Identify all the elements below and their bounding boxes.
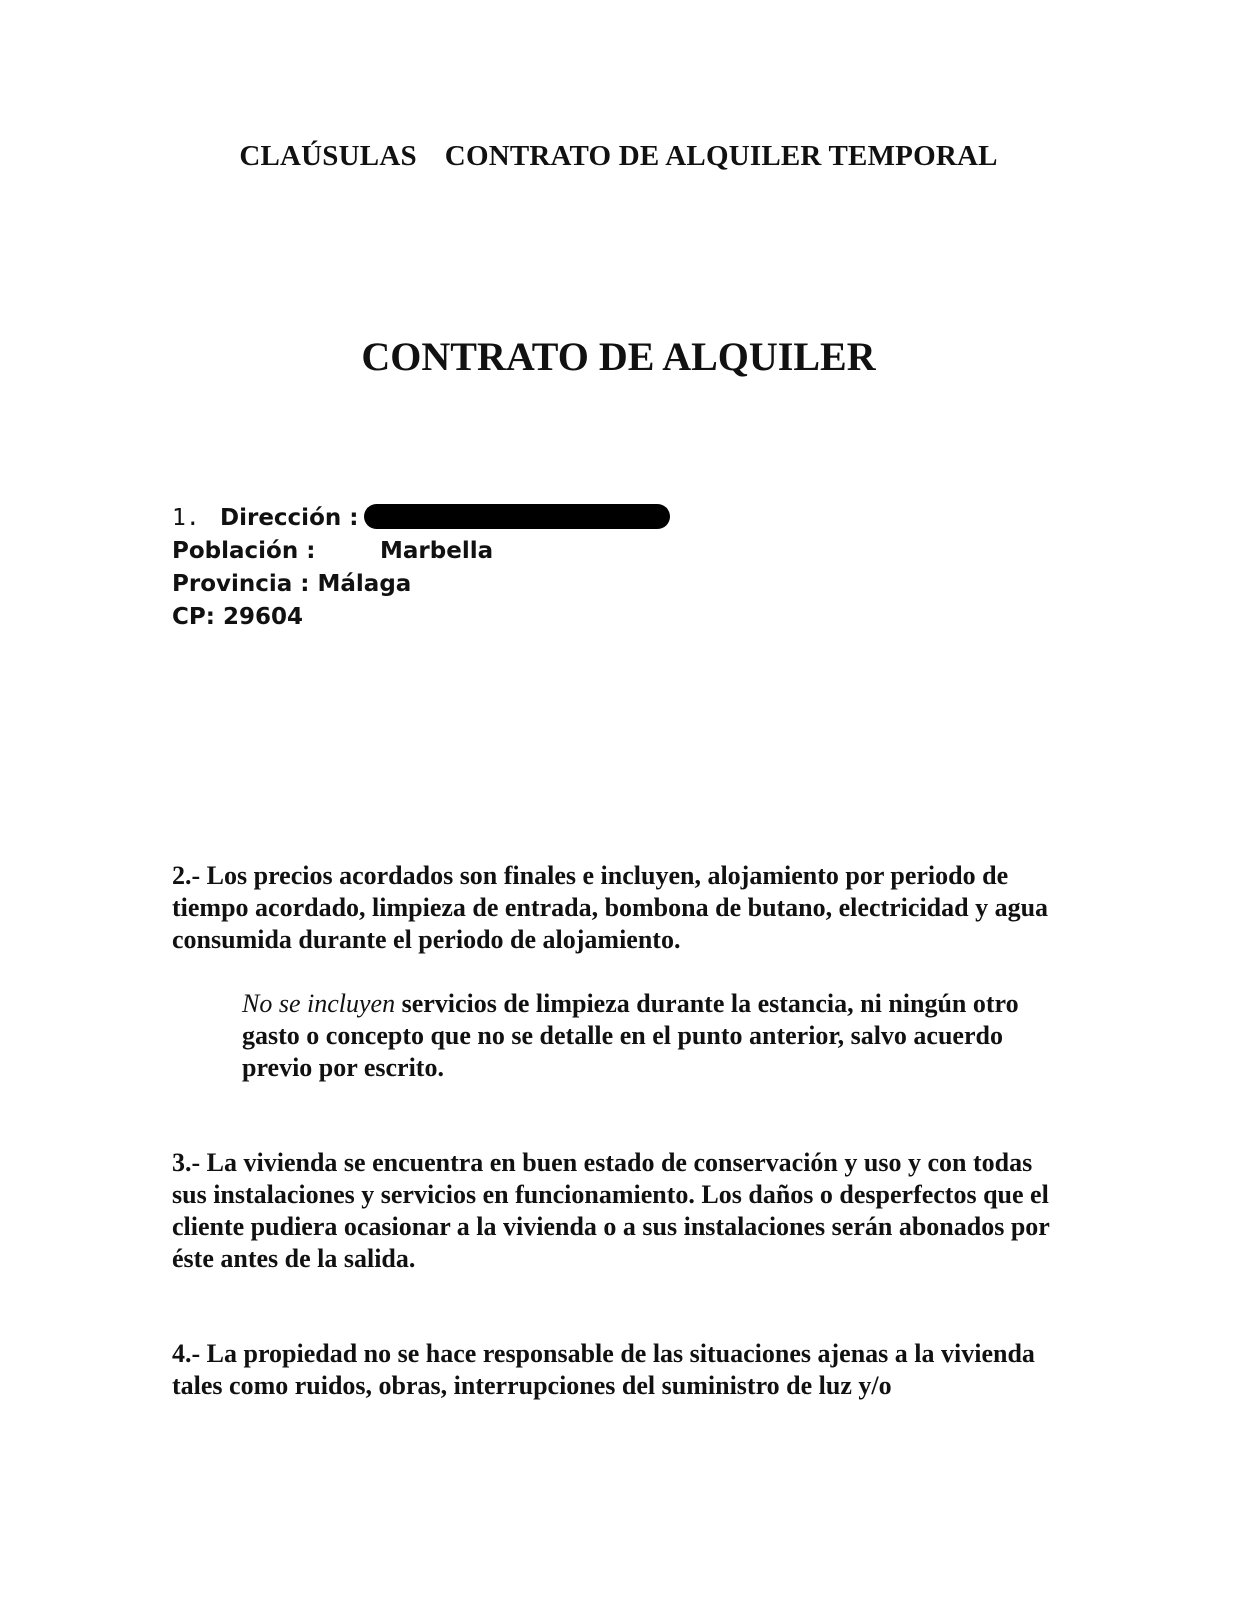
poblacion-label: Población : xyxy=(172,538,316,564)
cp-line: CP: 29604 xyxy=(172,604,303,630)
clause-2-exclusions-text xyxy=(172,988,1072,1084)
provincia-line: Provincia : Málaga xyxy=(172,571,412,597)
header-title-part1: CLAÚSULAS xyxy=(239,140,417,172)
header-title xyxy=(0,140,1237,173)
main-title: CONTRATO DE ALQUILER xyxy=(361,334,876,379)
direccion-label: Dirección : xyxy=(220,505,359,531)
clause-4 xyxy=(172,1338,1072,1402)
redaction-bar xyxy=(364,504,670,529)
clause-2-emphasis: No se incluyen xyxy=(242,989,396,1018)
clause-3 xyxy=(172,1147,1072,1275)
clause-2-exclusions xyxy=(172,988,1072,1084)
poblacion-line xyxy=(172,535,670,568)
clause-2-text: 2.- Los precios acordados son finales e incluyen, alojamiento por periodo de tiempo acordado, limpieza de entrada, bombona de butano, electricidad y agua consumida durante el periodo de alojamiento. xyxy=(172,861,1049,954)
clause-number: 1. xyxy=(172,505,200,531)
address-block xyxy=(172,502,670,634)
clause-2 xyxy=(172,860,1072,956)
clause-4-text: 4.- La propiedad no se hace responsable de las situaciones ajenas a la vivienda tales como ruidos, obras, interrupciones del suministro de luz y/o xyxy=(172,1339,1035,1400)
direccion-line xyxy=(172,502,670,535)
header-title-part2: CONTRATO DE ALQUILER TEMPORAL xyxy=(444,140,998,172)
clause-2-exclusions-body: servicios de limpieza durante la estancia, ni ningún otro gasto o concepto que no se detalle en el punto anterior, salvo acuerdo previo por escrito. xyxy=(242,989,1019,1082)
poblacion-value: Marbella xyxy=(380,538,494,564)
clause-3-text: 3.- La vivienda se encuentra en buen estado de conservación y uso y con todas sus instalaciones y servicios en funcionamiento. Los daños o desperfectos que el cliente pudiera ocasionar a la vivienda o a sus instalaciones serán abonados por éste antes de la salida. xyxy=(172,1148,1050,1273)
